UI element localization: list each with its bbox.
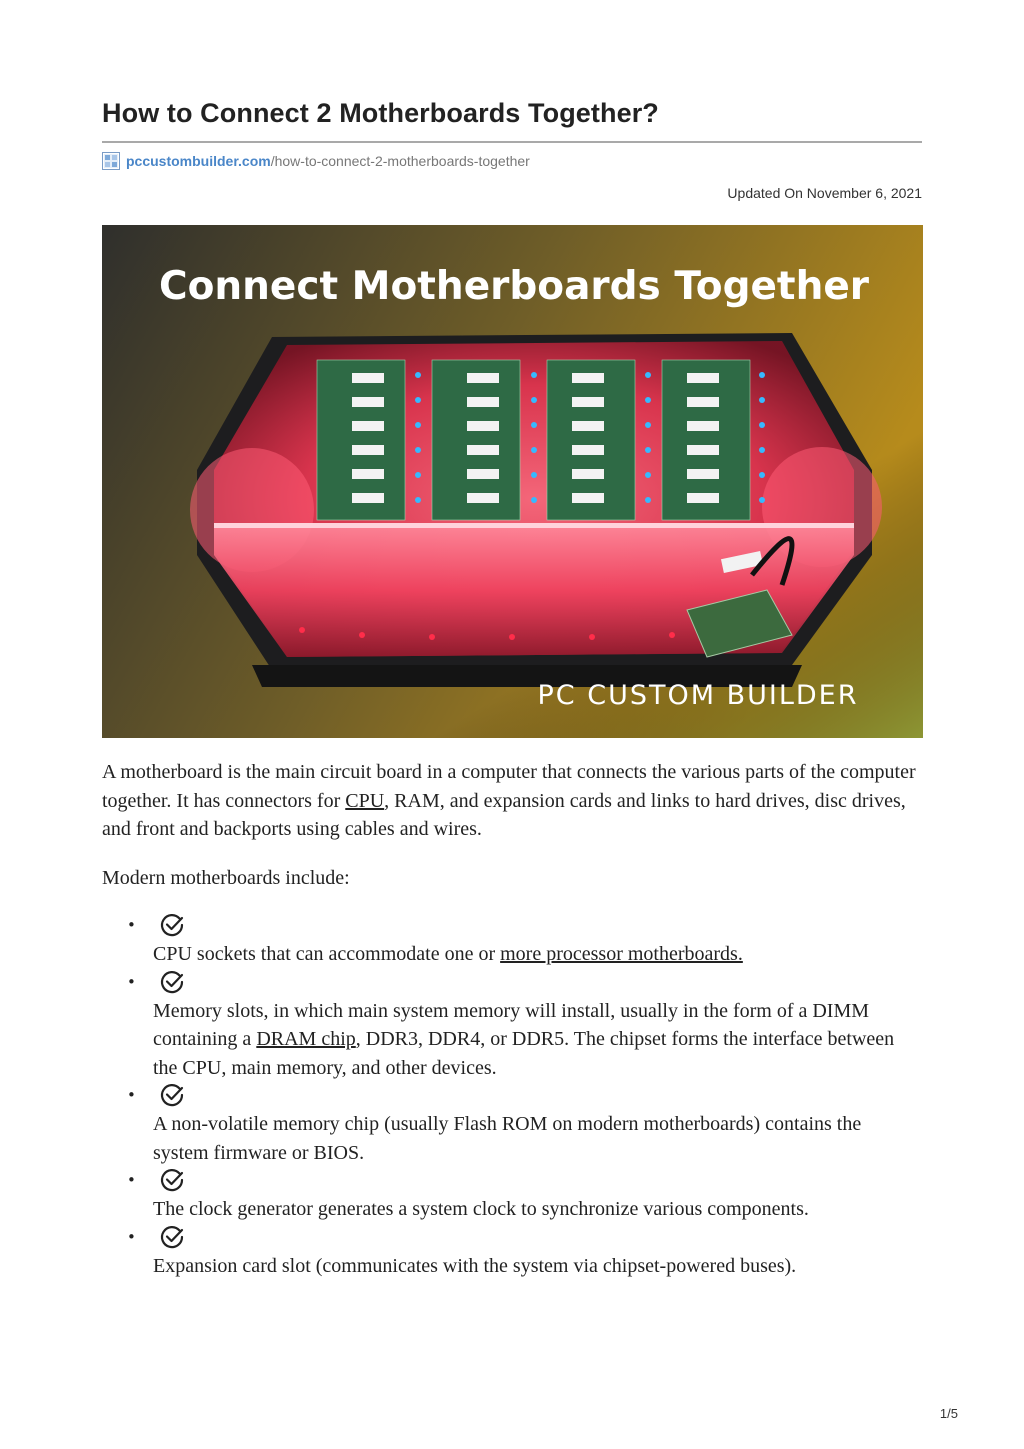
site-favicon-icon [102,152,120,170]
list-item [102,912,922,969]
list-item-link[interactable]: more processor motherboards. [500,943,743,965]
list-item-text-start: A non-volatile memory chip (usually Flash ROM on modern motherboards) contains the system firmware or BIOS. [153,1113,862,1164]
list-item-text-start: The clock generator generates a system clock to synchronize various components. [153,1198,809,1220]
source-domain[interactable]: pccustombuilder.com [126,153,271,169]
list-item-text [153,1110,913,1167]
list-item [102,1224,922,1281]
source-url[interactable] [102,152,530,170]
bullet-marker: • [127,972,136,991]
bullet-marker: • [127,916,136,934]
list-item-text-start: CPU sockets that can accommodate one or [153,943,501,965]
list-item-text-start: Memory slots, in which main system memory will install, usually in the form of a DIMM containing a [153,999,870,1050]
bullet-marker: • [127,1171,136,1189]
list-item [102,1167,922,1224]
page-number: 1/5 [939,1406,958,1421]
list-item-text [153,1252,913,1281]
cpu-link[interactable]: CPU [345,789,385,812]
check-circle-icon [159,912,185,938]
features-list [102,912,922,1280]
article-title: How to Connect 2 Motherboards Together? [102,98,659,128]
intro-text: A motherboard is the main circuit board in a computer that connects the various parts of the computer together. It has connectors for [102,761,916,812]
list-item-text [153,1195,913,1224]
list-item-text [153,940,913,969]
check-circle-icon [159,969,185,995]
intro-text-end: , RAM, and expansion cards and links to hard drives, disc drives, and front and backports using cables and wires. [102,789,906,840]
check-circle-icon [159,1082,185,1108]
list-item [102,1082,922,1167]
list-item-text-end: , DDR3, DDR4, or DDR5. The chipset forms the interface between the CPU, main memory, and other devices. [153,1028,895,1079]
intro-paragraph [102,758,922,844]
list-item-link[interactable]: DRAM chip [256,1028,356,1050]
hero-watermark: PC CUSTOM BUILDER [537,680,859,711]
list-item [102,969,922,1083]
list-intro: Modern motherboards include: [102,867,350,889]
list-item-text [153,997,913,1083]
hero-headline: Connect Motherboards Together [158,264,870,309]
bullet-marker: • [127,1086,136,1104]
title-divider [102,141,922,143]
updated-date: Updated On November 6, 2021 [727,185,922,201]
source-path[interactable]: /how-to-connect-2-motherboards-together [270,153,530,169]
check-circle-icon [159,1167,185,1193]
hero-image [102,225,923,738]
bullet-marker: • [127,1227,136,1246]
list-item-text-start: Expansion card slot (communicates with the system via chipset-powered buses). [153,1254,797,1277]
check-circle-icon [159,1224,185,1250]
